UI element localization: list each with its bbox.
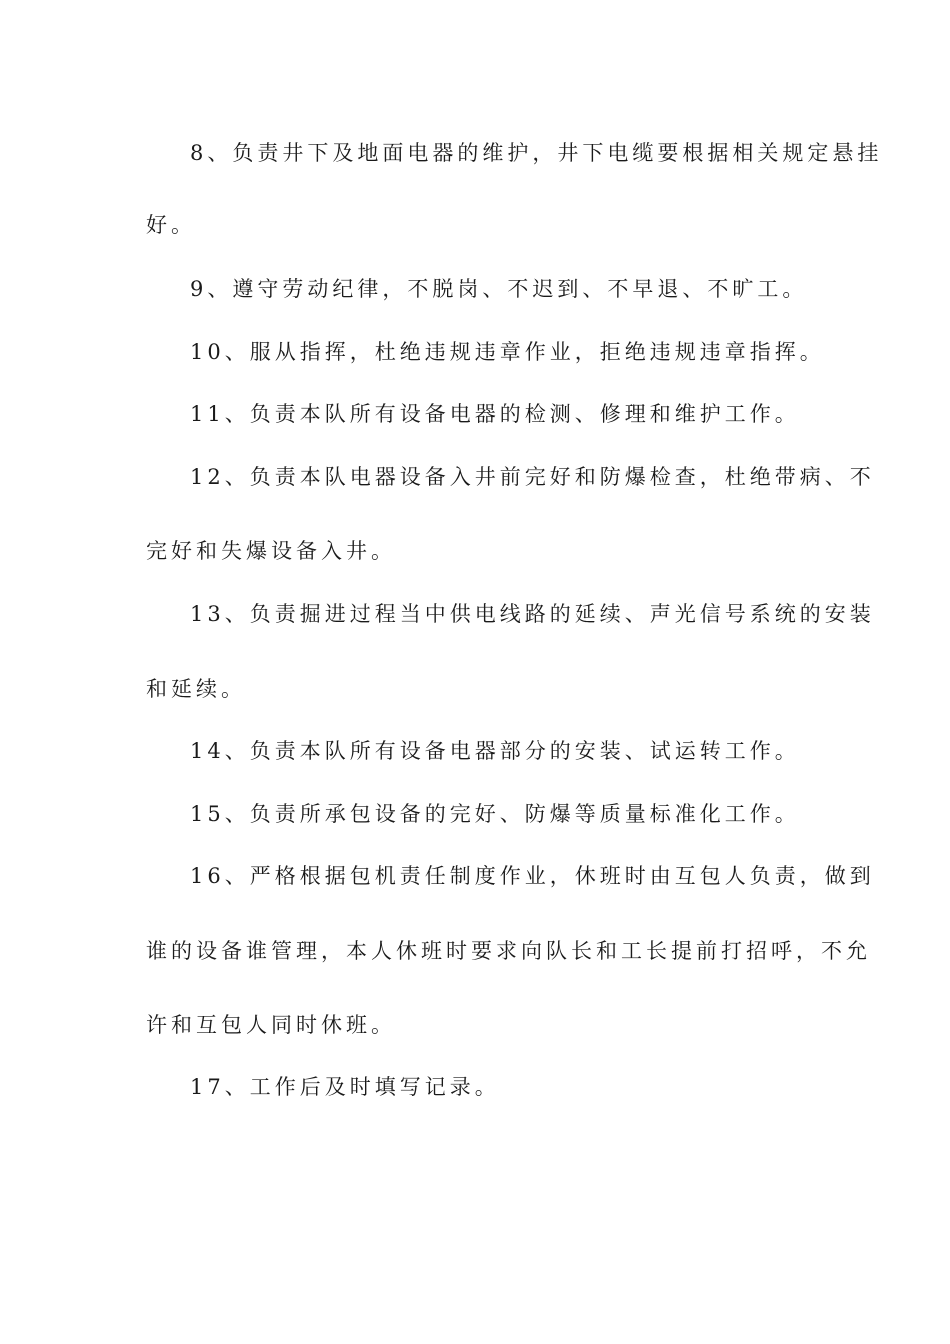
item-15: 15、负责所承包设备的完好、防爆等质量标准化工作。 [190,802,800,826]
item-16-line-3: 许和互包人同时休班。 [146,1013,396,1037]
item-11: 11、负责本队所有设备电器的检测、修理和维护工作。 [190,402,800,426]
item-10: 10、服从指挥，杜绝违规违章作业，拒绝违规违章指挥。 [190,340,825,364]
item-16-line-2: 谁的设备谁管理，本人休班时要求向队长和工长提前打招呼，不允 [146,939,871,963]
item-13-line-2: 和延续。 [146,677,246,701]
item-12-line-2: 完好和失爆设备入井。 [146,539,396,563]
item-8-line-2: 好。 [146,213,196,237]
item-9: 9、遵守劳动纪律，不脱岗、不迟到、不早退、不旷工。 [190,277,808,301]
item-16-line-1: 16、严格根据包机责任制度作业，休班时由互包人负责，做到 [190,864,875,888]
item-17: 17、工作后及时填写记录。 [190,1075,500,1099]
item-14: 14、负责本队所有设备电器部分的安装、试运转工作。 [190,739,800,763]
item-13-line-1: 13、负责掘进过程当中供电线路的延续、声光信号系统的安装 [190,602,875,626]
item-8-line-1: 8、负责井下及地面电器的维护，井下电缆要根据相关规定悬挂 [190,141,883,165]
item-12-line-1: 12、负责本队电器设备入井前完好和防爆检查，杜绝带病、不 [190,465,875,489]
